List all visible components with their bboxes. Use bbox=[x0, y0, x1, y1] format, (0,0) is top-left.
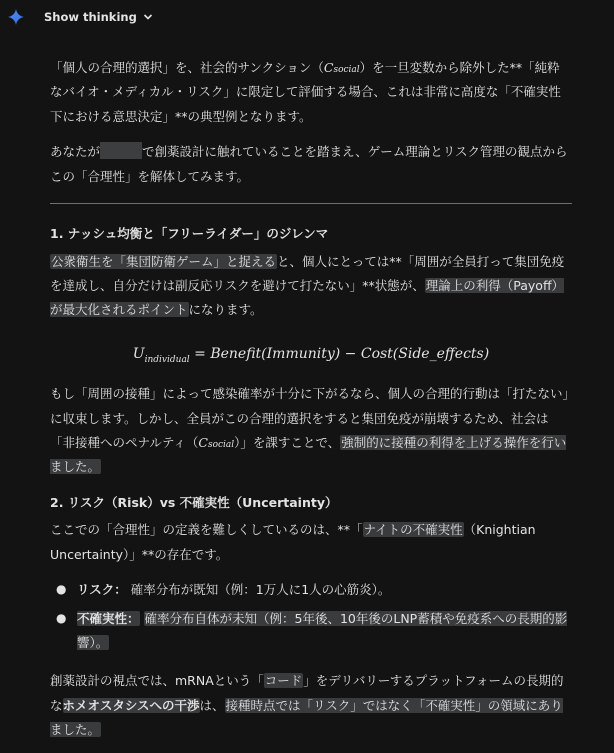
redacted-text bbox=[100, 142, 142, 159]
section-1-paragraph-1: 公衆衛生を「集団防衛ゲーム」と捉えると、個人にとっては**「周囲が全員打って集団免疫を達成し、自分だけは副反応リスクを避けて打たない」**状態が、理論上の利得（Payoff）が最大化されるポイントになります。 bbox=[50, 253, 565, 318]
math-subscript: social bbox=[333, 65, 360, 75]
chevron-down-icon bbox=[143, 12, 153, 22]
show-thinking-label: Show thinking bbox=[44, 10, 137, 24]
section-2-paragraph-1: ここでの「合理性」の定義を難しくしているのは、**「ナイトの不確実性（Knightian Uncertainty）」**の存在です。 bbox=[50, 522, 536, 562]
section-1-heading: 1. ナッシュ均衡と「フリーライダー」のジレンマ bbox=[50, 225, 329, 241]
section-divider bbox=[50, 203, 572, 204]
utility-formula: $U_{individual}$ = Benefit(Immunity) − Cost(Side_effects) bbox=[132, 345, 490, 365]
section-2-heading: 2. リスク（Risk）vs 不確実性（Uncertainty） bbox=[50, 494, 338, 510]
risk-uncertainty-list bbox=[50, 578, 572, 655]
gemini-sparkle-icon bbox=[8, 9, 24, 25]
list-item: ● 不確実性： 確率分布自体が未知（例：5年後、10年後のLNP蓄積や免疫系への長期的影響）。 bbox=[50, 607, 572, 656]
section-1-paragraph-2: もし「周囲の接種」によって感染確率が十分に下がるなら、個人の合理的行動は「打たない」に収束します。しかし、全員がこの合理的選択をすると集団免疫が崩壊するため、社会は「非接種へのペナルティ（Csocial）」を課すことで、強制的に接種の利得を上げる操作を行いました。 bbox=[50, 386, 569, 475]
bullet-icon: ● bbox=[56, 582, 67, 597]
intro-paragraph-2: あなたが で創薬設計に触れていることを踏まえ、ゲーム理論とリスク管理の観点からこの「合理性」を解体してみます。 bbox=[50, 144, 568, 184]
list-item: ● リスク： 確率分布が既知（例：1万人に1人の心筋炎）。 bbox=[50, 578, 572, 602]
bullet-icon: ● bbox=[56, 610, 67, 625]
show-thinking-toggle[interactable] bbox=[44, 8, 153, 26]
intro-paragraph-1: 「個人の合理的選択」を、社会的サンクション（Csocial）を一旦変数から除外した**「純粋なバイオ・メディカル・リスク」に限定して評価する場合、これは非常に高度な「不確実性下における意思決定」**の典型例となります。 bbox=[50, 60, 561, 124]
section-2-paragraph-2: 創薬設計の視点では、mRNAという「コード」をデリバリーするプラットフォームの長期的なホメオスタシスへの干渉は、接種時点では「リスク」ではなく「不確実性」の領域にありました。 bbox=[50, 673, 564, 738]
top-bar bbox=[0, 0, 614, 34]
response-content bbox=[50, 56, 572, 753]
math-c: C bbox=[323, 60, 334, 75]
